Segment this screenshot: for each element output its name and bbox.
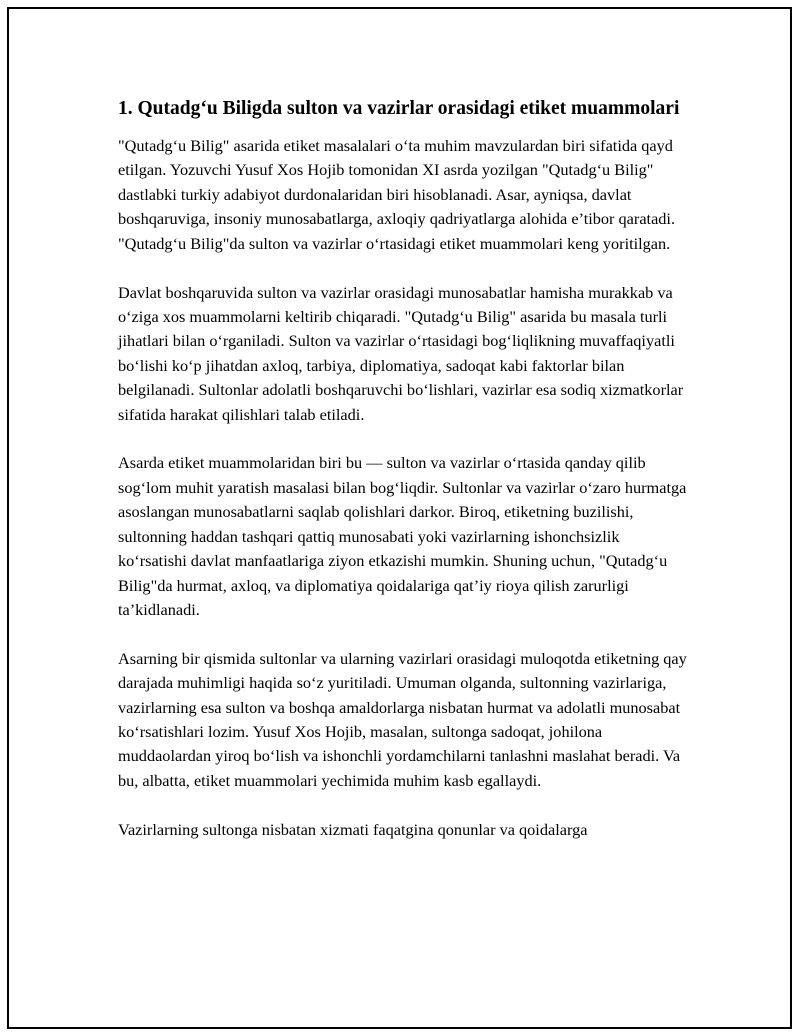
document-body (118, 96, 688, 867)
paragraph: Vazirlarning sultonga nisbatan xizmati faqatgina qonunlar va qoidalarga (118, 819, 588, 839)
section-heading: 1. Qutadg‘u Biligda sulton va vazirlar orasidagi etiket muammolari (118, 98, 680, 119)
paragraph: Asarda etiket muammolaridan biri bu — sulton va vazirlar o‘rtasida qanday qilib sog‘lom muhit yaratish masalasi bilan bog‘liqdir. Sultonlar va vazirlar o‘zaro hurmatga asoslangan munosabatlarni saqlab qolishlari darkor. Biroq, etiketning buzilishi, sultonning haddan tashqari qattiq munosabati yoki vazirlarning ishonchsizlik ko‘rsatishi davlat manfaatlariga ziyon etkazishi mumkin. Shuning uchun, "Qutadg‘u Bilig"da hurmat, axloq, va diplomatiya qoidalariga qat’iy rioya qilish zarurligi ta’kidlanadi. (118, 453, 687, 619)
paragraph: "Qutadg‘u Bilig" asarida etiket masalalari o‘ta muhim mavzulardan biri sifatida qayd etilgan. Yozuvchi Yusuf Xos Hojib tomonidan XI asrda yozilgan "Qutadg‘u Bilig" dastlabki turkiy adabiyot durdonalaridan biri hisoblanadi. Asar, ayniqsa, davlat boshqaruviga, insoniy munosabatlarga, axloqiy qadriyatlarga alohida e’tibor qaratadi. "Qutadg‘u Bilig"da sulton va vazirlar o‘rtasidagi etiket muammolari keng yoritilgan. (118, 136, 676, 253)
paragraph: Davlat boshqaruvida sulton va vazirlar orasidagi munosabatlar hamisha murakkab va o‘ziga xos muammolarni keltirib chiqaradi. "Qutadg‘u Bilig" asarida bu masala turli jihatlari bilan o‘rganiladi. Sulton va vazirlar o‘rtasidagi bog‘liqlikning muvaffaqiyatli bo‘lishi ko‘p jihatdan axloq, tarbiya, diplomatiya, sadoqat kabi faktorlar bilan belgilanadi. Sultonlar adolatli boshqaruvchi bo‘lishlari, vazirlar esa sodiq xizmatkorlar sifatida harakat qilishlari talab etiladi. (118, 282, 684, 424)
paragraph: Asarning bir qismida sultonlar va ularning vazirlari orasidagi muloqotda etiketning qay darajada muhimligi haqida so‘z yuritiladi. Umuman olganda, sultonning vazirlariga, vazirlarning esa sulton va boshqa amaldorlarga nisbatan hurmat va adolatli munosabat ko‘rsatishlari lozim. Yusuf Xos Hojib, masalan, sultonga sadoqat, johilona muddaolardan yiroq bo‘lish va ishonchli yordamchilarni tanlashni maslahat beradi. Va bu, albatta, etiket muammolari yechimida muhim kasb egallaydi. (118, 648, 687, 790)
